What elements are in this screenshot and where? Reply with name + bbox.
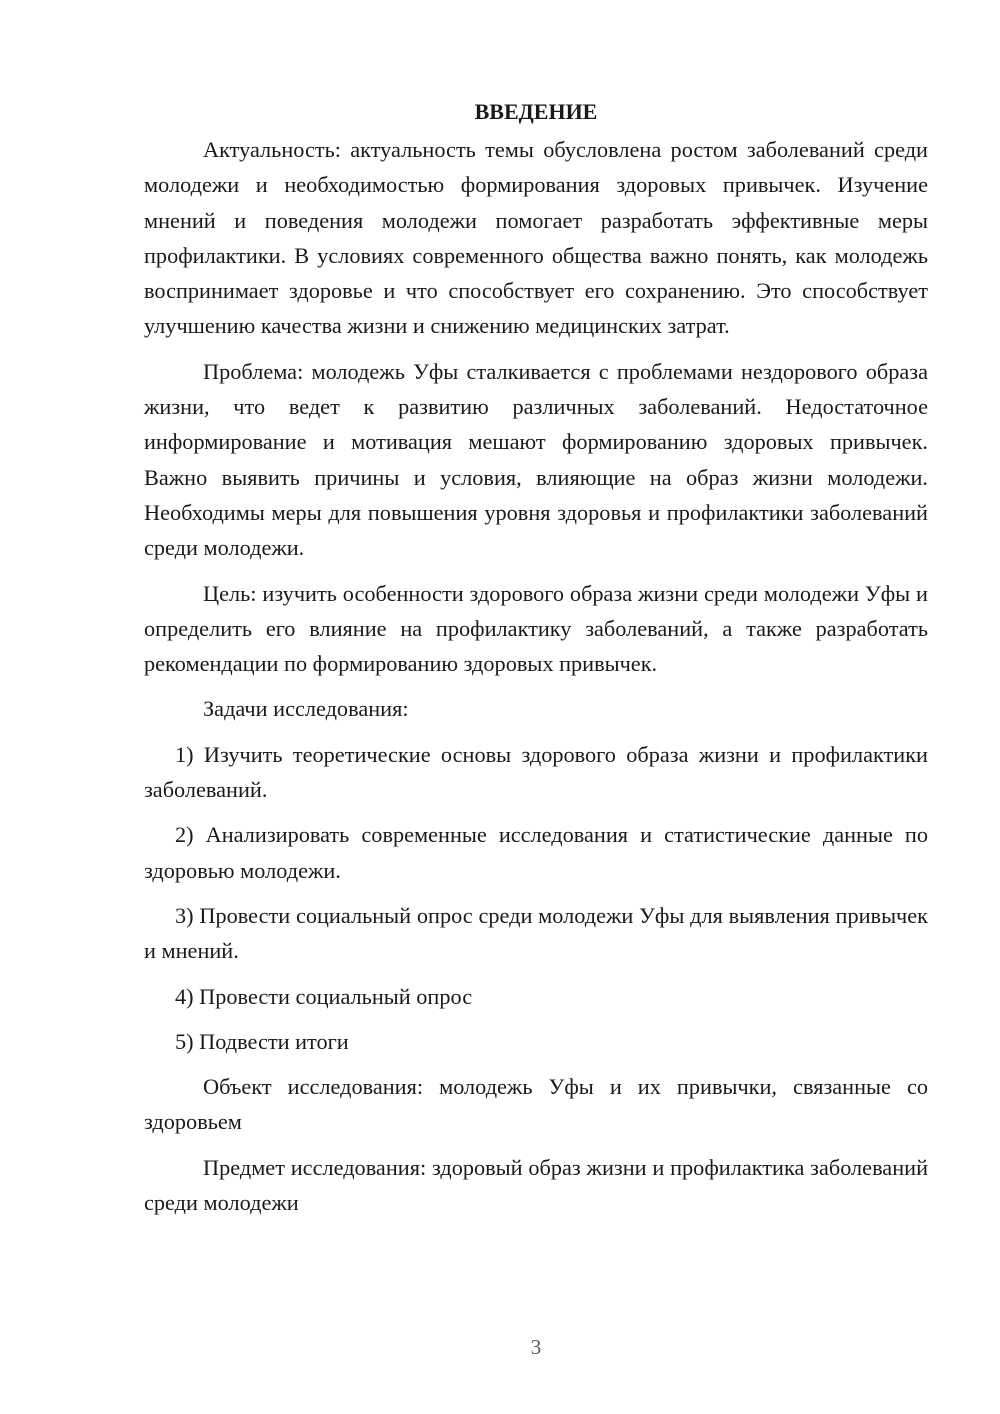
paragraph-object: Объект исследования: молодежь Уфы и их привычки, связанные со здоровьем bbox=[144, 1074, 928, 1135]
paragraph-goal: Цель: изучить особенности здорового образа жизни среди молодежи Уфы и определить его влияние на профилактику заболеваний, а также разработать рекомендации по формированию здоровых привычек. bbox=[144, 580, 928, 677]
paragraph-problem: Проблема: молодежь Уфы сталкивается с проблемами нездорового образа жизни, что ведет к развитию различных заболеваний. Недостаточное информирование и мотивация мешают формированию здоровых привычек. Важно выявить причины и условия, влияющие на образ жизни молодежи. Необходимы меры для повышения уровня здоровья и профилактики заболеваний среди молодежи. bbox=[144, 358, 928, 561]
task-item-3: 3) Провести социальный опрос среди молодежи Уфы для выявления привычек и мнений. bbox=[144, 902, 928, 964]
paragraph-subject: Предмет исследования: здоровый образ жизни и профилактика заболеваний среди молодежи bbox=[144, 1154, 928, 1216]
task-item-1: 1) Изучить теоретические основы здорового образа жизни и профилактики заболеваний. bbox=[144, 741, 928, 803]
paragraph-relevance: Актуальность: актуальность темы обусловлена ростом заболеваний среди молодежи и необходимостью формирования здоровых привычек. Изучение мнений и поведения молодежи помогает разработать эффективные меры профилактики. В условиях современного общества важно понять, как молодежь воспринимает здоровье и что способствует его сохранению. Это способствует улучшению качества жизни и снижению медицинских затрат. bbox=[144, 137, 928, 339]
section-heading: ВВЕДЕНИЕ bbox=[474, 99, 598, 124]
page-number: 3 bbox=[530, 1335, 542, 1359]
tasks-heading: Задачи исследования: bbox=[203, 696, 409, 722]
task-item-4: 4) Провести социальный опрос bbox=[175, 983, 473, 1009]
task-item-2: 2) Анализировать современные исследования и статистические данные по здоровью молодежи. bbox=[144, 822, 928, 883]
task-item-5: 5) Подвести итоги bbox=[175, 1028, 349, 1054]
page-content bbox=[144, 94, 928, 1230]
